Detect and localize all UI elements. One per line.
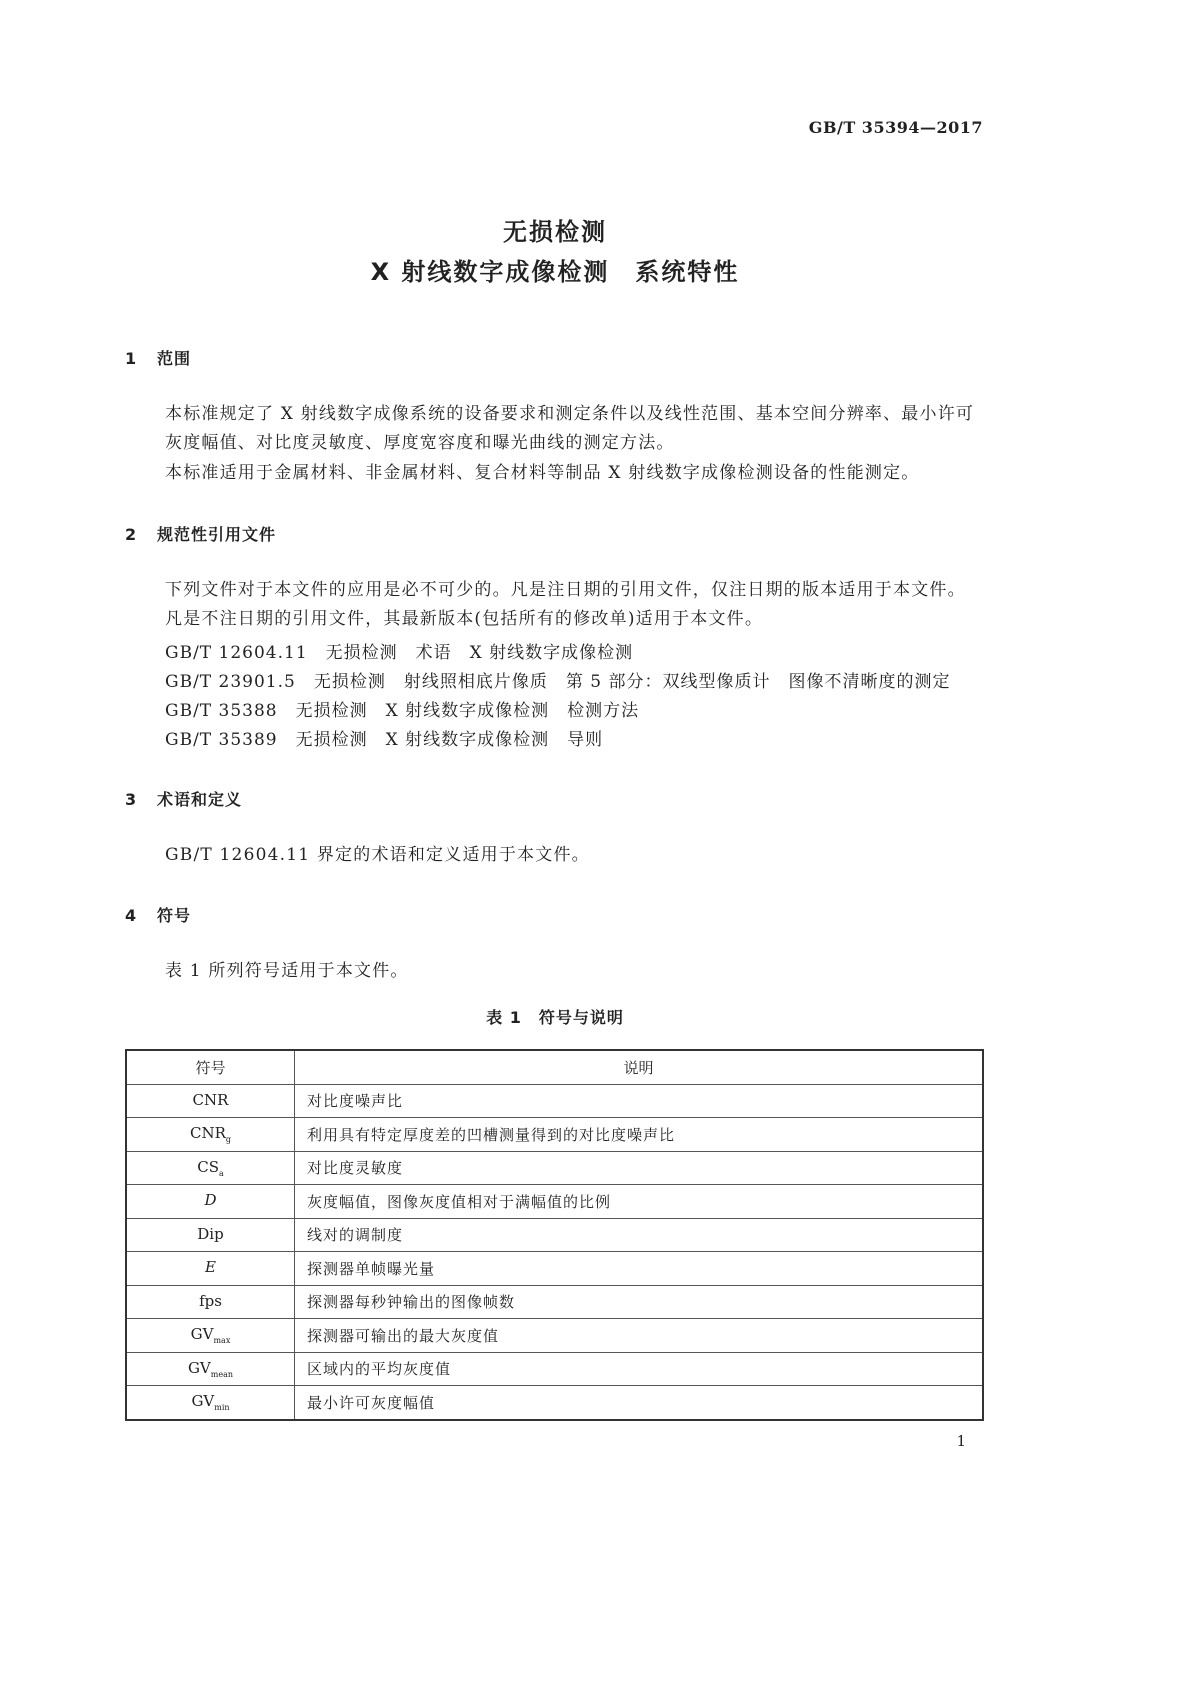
symbol-cell [126,1151,295,1185]
table-caption: 表 1 符号与说明 [486,1008,624,1027]
symbol-subscript: max [213,1336,231,1346]
symbol: GV [187,1358,211,1377]
symbol-cell [126,1218,295,1252]
symbol-subscript: mean [210,1369,234,1379]
section-title: 符号 [157,906,192,925]
symbol: GV [191,1392,215,1411]
symbol-cell [126,1118,295,1152]
document-title-line2: X 射线数字成像检测 系统特性 [370,258,740,286]
table-row [126,1319,983,1353]
paragraph: 本标准规定了 X 射线数字成像系统的设备要求和测定条件以及线性范围、基本空间分辨率、最小许可灰度幅值、对比度灵敏度、厚度宽容度和曝光曲线的测定方法。 [165,404,975,453]
standard-number: GB/T 35394—2017 [808,118,983,137]
symbol: D [204,1191,217,1210]
description-cell: 对比度噪声比 [295,1084,984,1118]
section-3-heading [125,787,242,810]
page-number: 1 [956,1432,966,1450]
section-title: 术语和定义 [157,790,243,809]
description-cell: 探测器可输出的最大灰度值 [295,1319,984,1353]
section-2-para-1 [125,576,983,634]
symbol-cell [126,1285,295,1319]
symbol-subscript: min [214,1403,230,1413]
description-cell: 线对的调制度 [295,1218,984,1252]
section-1-para-1 [125,400,983,458]
description-cell: 探测器单帧曝光量 [295,1252,984,1286]
section-2-heading [125,522,276,545]
description-cell: 对比度灵敏度 [295,1151,984,1185]
paragraph: 下列文件对于本文件的应用是必不可少的。凡是注日期的引用文件，仅注日期的版本适用于本文件。凡是不注日期的引用文件，其最新版本(包括所有的修改单)适用于本文件。 [165,580,966,629]
section-number: 1 [125,349,138,368]
section-title: 范围 [157,349,192,368]
header-description: 说明 [295,1050,984,1084]
table-header-row [126,1050,983,1084]
section-3-para-1 [125,841,983,870]
reference-item: GB/T 23901.5 无损检测 射线照相底片像质 第 5 部分：双线型像质计 图像不清晰度的测定 [165,672,951,692]
table-row [126,1151,983,1185]
section-1-heading [125,346,191,369]
description-cell: 区域内的平均灰度值 [295,1352,984,1386]
symbol-cell [126,1185,295,1219]
table-row [126,1252,983,1286]
table-row [126,1386,983,1420]
description-cell: 灰度幅值，图像灰度值相对于满幅值的比例 [295,1185,984,1219]
description-cell: 利用具有特定厚度差的凹槽测量得到的对比度噪声比 [295,1118,984,1152]
table-row [126,1185,983,1219]
section-4-heading [125,903,191,926]
symbol-cell [126,1252,295,1286]
symbol-subscript: a [218,1168,224,1178]
symbol: fps [199,1291,222,1310]
description-cell: 探测器每秒钟输出的图像帧数 [295,1285,984,1319]
symbol-cell [126,1319,295,1353]
symbol: CNR [192,1090,229,1109]
symbol: Dip [197,1224,224,1243]
symbol-cell [126,1386,295,1420]
paragraph: 表 1 所列符号适用于本文件。 [165,961,409,981]
table-row [126,1118,983,1152]
symbol-subscript: g [225,1135,232,1145]
description-cell: 最小许可灰度幅值 [295,1386,984,1420]
table-row [126,1352,983,1386]
table-row [126,1285,983,1319]
section-4-para-1 [125,957,983,986]
section-1-para-2 [125,459,983,488]
symbol: CS [197,1157,219,1176]
reference-item: GB/T 35389 无损检测 X 射线数字成像检测 导则 [165,730,604,750]
paragraph: 本标准适用于金属材料、非金属材料、复合材料等制品 X 射线数字成像检测设备的性能测定。 [165,463,920,483]
symbol: CNR [189,1124,226,1143]
reference-item: GB/T 12604.11 无损检测 术语 X 射线数字成像检测 [165,643,634,663]
symbols-table [125,1049,984,1421]
symbol-cell [126,1084,295,1118]
symbol: GV [190,1325,214,1344]
header-symbol: 符号 [126,1050,295,1084]
symbol-cell [126,1352,295,1386]
reference-item: GB/T 35388 无损检测 X 射线数字成像检测 检测方法 [165,701,640,721]
paragraph: GB/T 12604.11 界定的术语和定义适用于本文件。 [165,845,590,865]
symbol: E [205,1258,216,1277]
section-number: 2 [125,525,138,544]
document-title-line1: 无损检测 [503,218,607,246]
section-title: 规范性引用文件 [157,525,277,544]
section-number: 3 [125,790,138,809]
table-row [126,1084,983,1118]
table-row [126,1218,983,1252]
section-number: 4 [125,906,138,925]
